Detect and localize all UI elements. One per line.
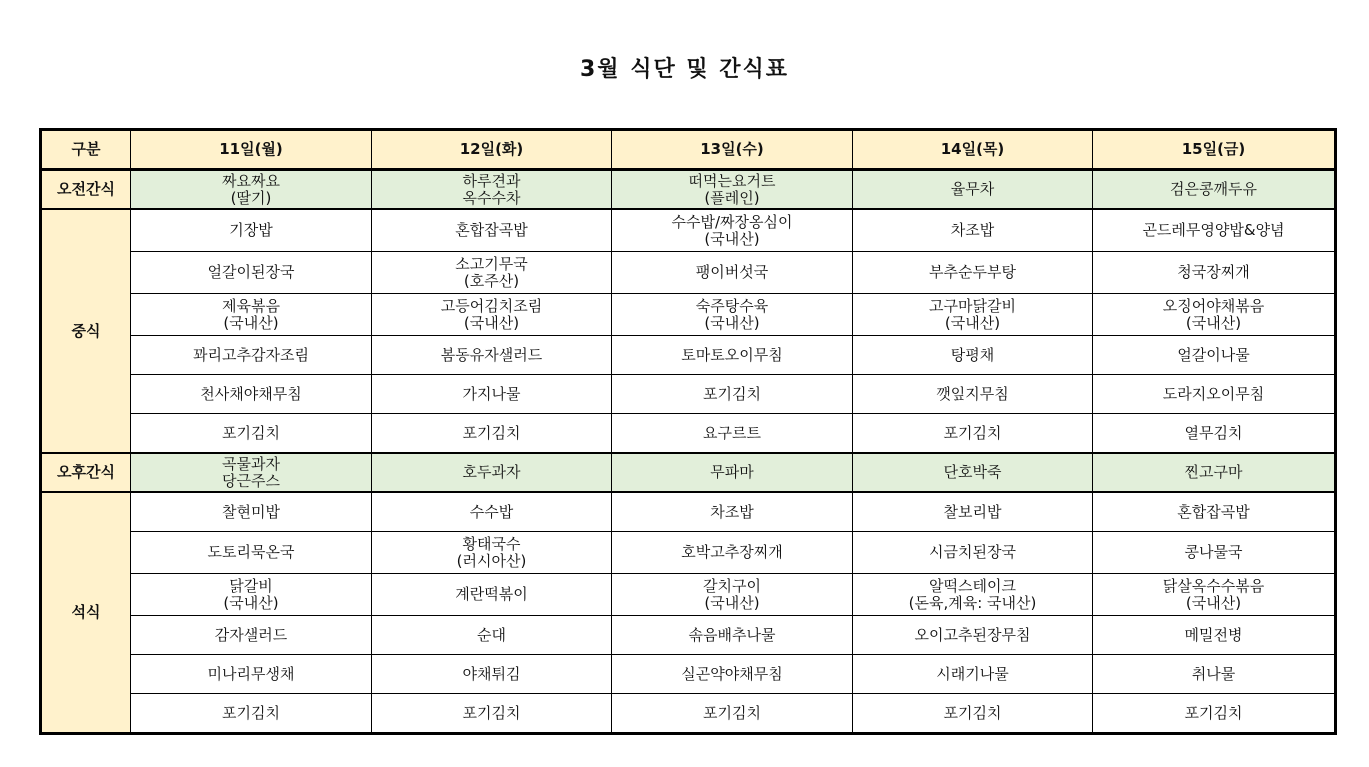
afternoon-snack-thu [853,453,1093,492]
menu-item-text: (국내산) [1185,593,1242,612]
lunch-tue [372,294,612,336]
menu-item-text: 부추순두부탕 [929,263,1016,281]
dinner-wed [612,616,853,655]
menu-item-text: 하루견과 [462,171,521,190]
afternoon-snack-fri [1093,453,1336,492]
menu-item-text: 가지나물 [462,384,521,403]
lunch-wed [612,336,853,375]
menu-item-text: 솎음배추나물 [688,625,776,644]
menu-item-text: (국내산) [223,313,279,332]
menu-item-text: 수수밥/짜장옹심이 [671,212,793,231]
lunch-row [41,209,1336,252]
menu-item-text: 깻잎지무침 [936,384,1009,403]
dinner-tue [372,616,612,655]
menu-item-text: 혼합잡곡밥 [1177,502,1250,521]
menu-item-text: 오이고추된장무침 [914,625,1031,644]
lunch-thu [853,375,1093,414]
menu-item-text: 검은콩깨두유 [1170,180,1257,198]
menu-item-text: (돈육,계육: 국내산) [908,593,1037,612]
menu-item-text: (국내산) [704,313,760,332]
day-header-wed: 13일(수) [612,130,853,170]
lunch-row [41,414,1336,454]
dinner-tue [372,532,612,574]
meal-table [39,128,1337,735]
menu-item-text: 도라지오이무침 [1162,384,1265,403]
dinner-tue [372,492,612,532]
lunch-row [41,252,1336,294]
morning-snack-wed [612,170,853,210]
menu-item-text: 콩나물국 [1184,543,1243,561]
menu-item-text: 천사채야채무침 [200,384,302,403]
menu-item-text: 포기김치 [1184,703,1243,722]
morning-snack-tue [372,170,612,210]
category-header: 구분 [41,130,131,170]
menu-item-text: 고등어김치조림 [440,296,543,315]
lunch-wed [612,294,853,336]
menu-item-text: 기장밥 [229,221,273,239]
dinner-wed [612,655,853,694]
lunch-thu [853,294,1093,336]
lunch-fri [1093,294,1336,336]
menu-item-text: 얼갈이나물 [1177,345,1250,364]
menu-item-text: 포기김치 [943,423,1002,442]
menu-item-text: 포기김치 [462,423,521,442]
dinner-fri [1093,492,1336,532]
menu-item-text: 토마토오이무침 [681,345,783,364]
menu-item-text: (딸기) [230,188,272,207]
menu-item-text: 숙주탕수육 [695,296,769,315]
dinner-thu [853,492,1093,532]
menu-item-text: 곤드레무영양밥&양념 [1142,221,1285,239]
menu-item-text: 꽈리고추감자조림 [193,345,309,364]
lunch-row [41,375,1336,414]
dinner-thu [853,655,1093,694]
lunch-row [41,294,1336,336]
lunch-fri [1093,414,1336,454]
menu-item-text: (국내산) [223,593,279,612]
menu-item-text: 실곤약야채무침 [681,664,783,683]
menu-item-text: (러시아산) [456,551,527,570]
lunch-tue [372,375,612,414]
dinner-wed [612,532,853,574]
menu-item-text: 떠먹는요거트 [688,171,776,190]
menu-item-text: 호박고추장찌개 [681,543,783,561]
dinner-row [41,532,1336,574]
lunch-tue [372,336,612,375]
morning-snack-thu [853,170,1093,210]
menu-item-text: 차조밥 [950,221,995,239]
menu-item-text: 포기김치 [703,703,761,722]
lunch-mon [131,209,372,252]
menu-item-text: (국내산) [944,313,1001,332]
lunch-wed [612,252,853,294]
menu-item-text: (호주산) [463,271,520,290]
category-lunch: 중식 [41,209,131,453]
menu-item-text: 도토리묵온국 [207,543,295,561]
menu-item-text: 고구마닭갈비 [929,296,1016,315]
dinner-fri [1093,694,1336,734]
lunch-mon [131,294,372,336]
menu-item-text: 탕평채 [950,345,995,364]
menu-item-text: 순대 [477,625,506,644]
lunch-row [41,336,1336,375]
dinner-row [41,655,1336,694]
menu-item-text: 옥수수차 [462,188,521,207]
menu-item-text: 닭살옥수수볶음 [1162,576,1265,595]
lunch-tue [372,252,612,294]
menu-item-text: 시래기나물 [936,664,1009,683]
menu-item-text: 시금치된장국 [929,543,1016,561]
menu-item-text: 차조밥 [710,502,754,521]
dinner-mon [131,574,372,616]
dinner-wed [612,694,853,734]
dinner-fri [1093,532,1336,574]
menu-item-text: 율무차 [950,180,995,198]
menu-item-text: 제육볶음 [222,296,280,315]
menu-item-text: 포기김치 [462,703,521,722]
menu-item-text: 얼갈이된장국 [207,263,295,281]
dinner-row [41,694,1336,734]
dinner-fri [1093,574,1336,616]
menu-item-text: 곡물과자 [222,454,280,473]
menu-item-text: 찐고구마 [1184,463,1243,481]
menu-item-text: 계란떡볶이 [455,585,528,603]
menu-item-text: 짜요짜요 [222,171,280,190]
lunch-fri [1093,375,1336,414]
lunch-wed [612,209,853,252]
menu-item-text: 열무김치 [1184,423,1243,442]
lunch-wed [612,375,853,414]
menu-item-text: 황태국수 [462,534,521,553]
category-afternoon-snack: 오후간식 [41,453,131,492]
dinner-tue [372,694,612,734]
lunch-thu [853,252,1093,294]
afternoon-snack-wed [612,453,853,492]
morning-snack-fri [1093,170,1336,210]
day-header-thu: 14일(목) [853,130,1093,170]
menu-item-text: 갈치구이 [703,576,761,595]
morning-snack-mon [131,170,372,210]
menu-item-text: 감자샐러드 [214,625,288,644]
lunch-tue [372,414,612,454]
category-dinner: 석식 [41,492,131,734]
lunch-mon [131,336,372,375]
menu-item-text: (플레인) [704,188,760,207]
menu-item-text: 알떡스테이크 [929,576,1016,595]
lunch-thu [853,414,1093,454]
dinner-thu [853,616,1093,655]
day-header-fri: 15일(금) [1093,130,1336,170]
afternoon-snack-tue [372,453,612,492]
dinner-thu [853,574,1093,616]
menu-item-text: 호두과자 [462,463,521,481]
menu-item-text: (국내산) [1185,313,1242,332]
day-header-tue: 12일(화) [372,130,612,170]
page-title: 3월 식단 및 간식표 [579,57,790,82]
dinner-thu [853,694,1093,734]
menu-item-text: 오징어야채볶음 [1162,296,1265,315]
lunch-mon [131,375,372,414]
dinner-row [41,574,1336,616]
dinner-fri [1093,616,1336,655]
dinner-fri [1093,655,1336,694]
menu-item-text: 메밀전병 [1184,625,1243,644]
dinner-wed [612,574,853,616]
dinner-wed [612,492,853,532]
dinner-mon [131,616,372,655]
header-row [41,130,1336,170]
menu-item-text: 미나리무생채 [207,664,295,683]
menu-item-text: 무파마 [710,463,754,481]
dinner-thu [853,532,1093,574]
menu-item-text: 찰보리밥 [943,502,1002,521]
menu-item-text: 야채튀김 [462,664,521,683]
menu-item-text: 닭갈비 [229,576,273,595]
menu-item-text: 포기김치 [703,384,761,403]
category-morning-snack: 오전간식 [41,170,131,210]
lunch-tue [372,209,612,252]
dinner-mon [131,694,372,734]
menu-item-text: 포기김치 [222,423,280,442]
menu-item-text: 포기김치 [943,703,1002,722]
lunch-fri [1093,252,1336,294]
menu-item-text: 팽이버섯국 [695,263,769,281]
menu-item-text: 소고기무국 [455,254,528,273]
menu-item-text: 포기김치 [222,703,280,722]
morning-snack-row [41,170,1336,210]
menu-item-text: 요구르트 [703,423,761,442]
menu-item-text: 취나물 [1191,664,1236,683]
lunch-mon [131,414,372,454]
menu-item-text: 당근주스 [222,471,280,490]
lunch-fri [1093,336,1336,375]
menu-item-text: 청국장찌개 [1177,263,1250,281]
dinner-row [41,492,1336,532]
dinner-tue [372,655,612,694]
dinner-mon [131,492,372,532]
menu-item-text: 찰현미밥 [222,502,280,521]
menu-item-text: 수수밥 [469,502,514,521]
afternoon-snack-row [41,453,1336,492]
afternoon-snack-mon [131,453,372,492]
lunch-mon [131,252,372,294]
menu-item-text: (국내산) [463,313,520,332]
menu-item-text: (국내산) [704,593,760,612]
dinner-mon [131,532,372,574]
menu-item-text: (국내산) [704,229,760,248]
day-header-mon: 11일(월) [131,130,372,170]
dinner-row [41,616,1336,655]
lunch-thu [853,336,1093,375]
lunch-fri [1093,209,1336,252]
lunch-wed [612,414,853,454]
lunch-thu [853,209,1093,252]
dinner-tue [372,574,612,616]
menu-item-text: 봄동유자샐러드 [440,345,543,364]
dinner-mon [131,655,372,694]
menu-item-text: 혼합잡곡밥 [455,221,528,239]
menu-item-text: 단호박죽 [943,463,1002,481]
